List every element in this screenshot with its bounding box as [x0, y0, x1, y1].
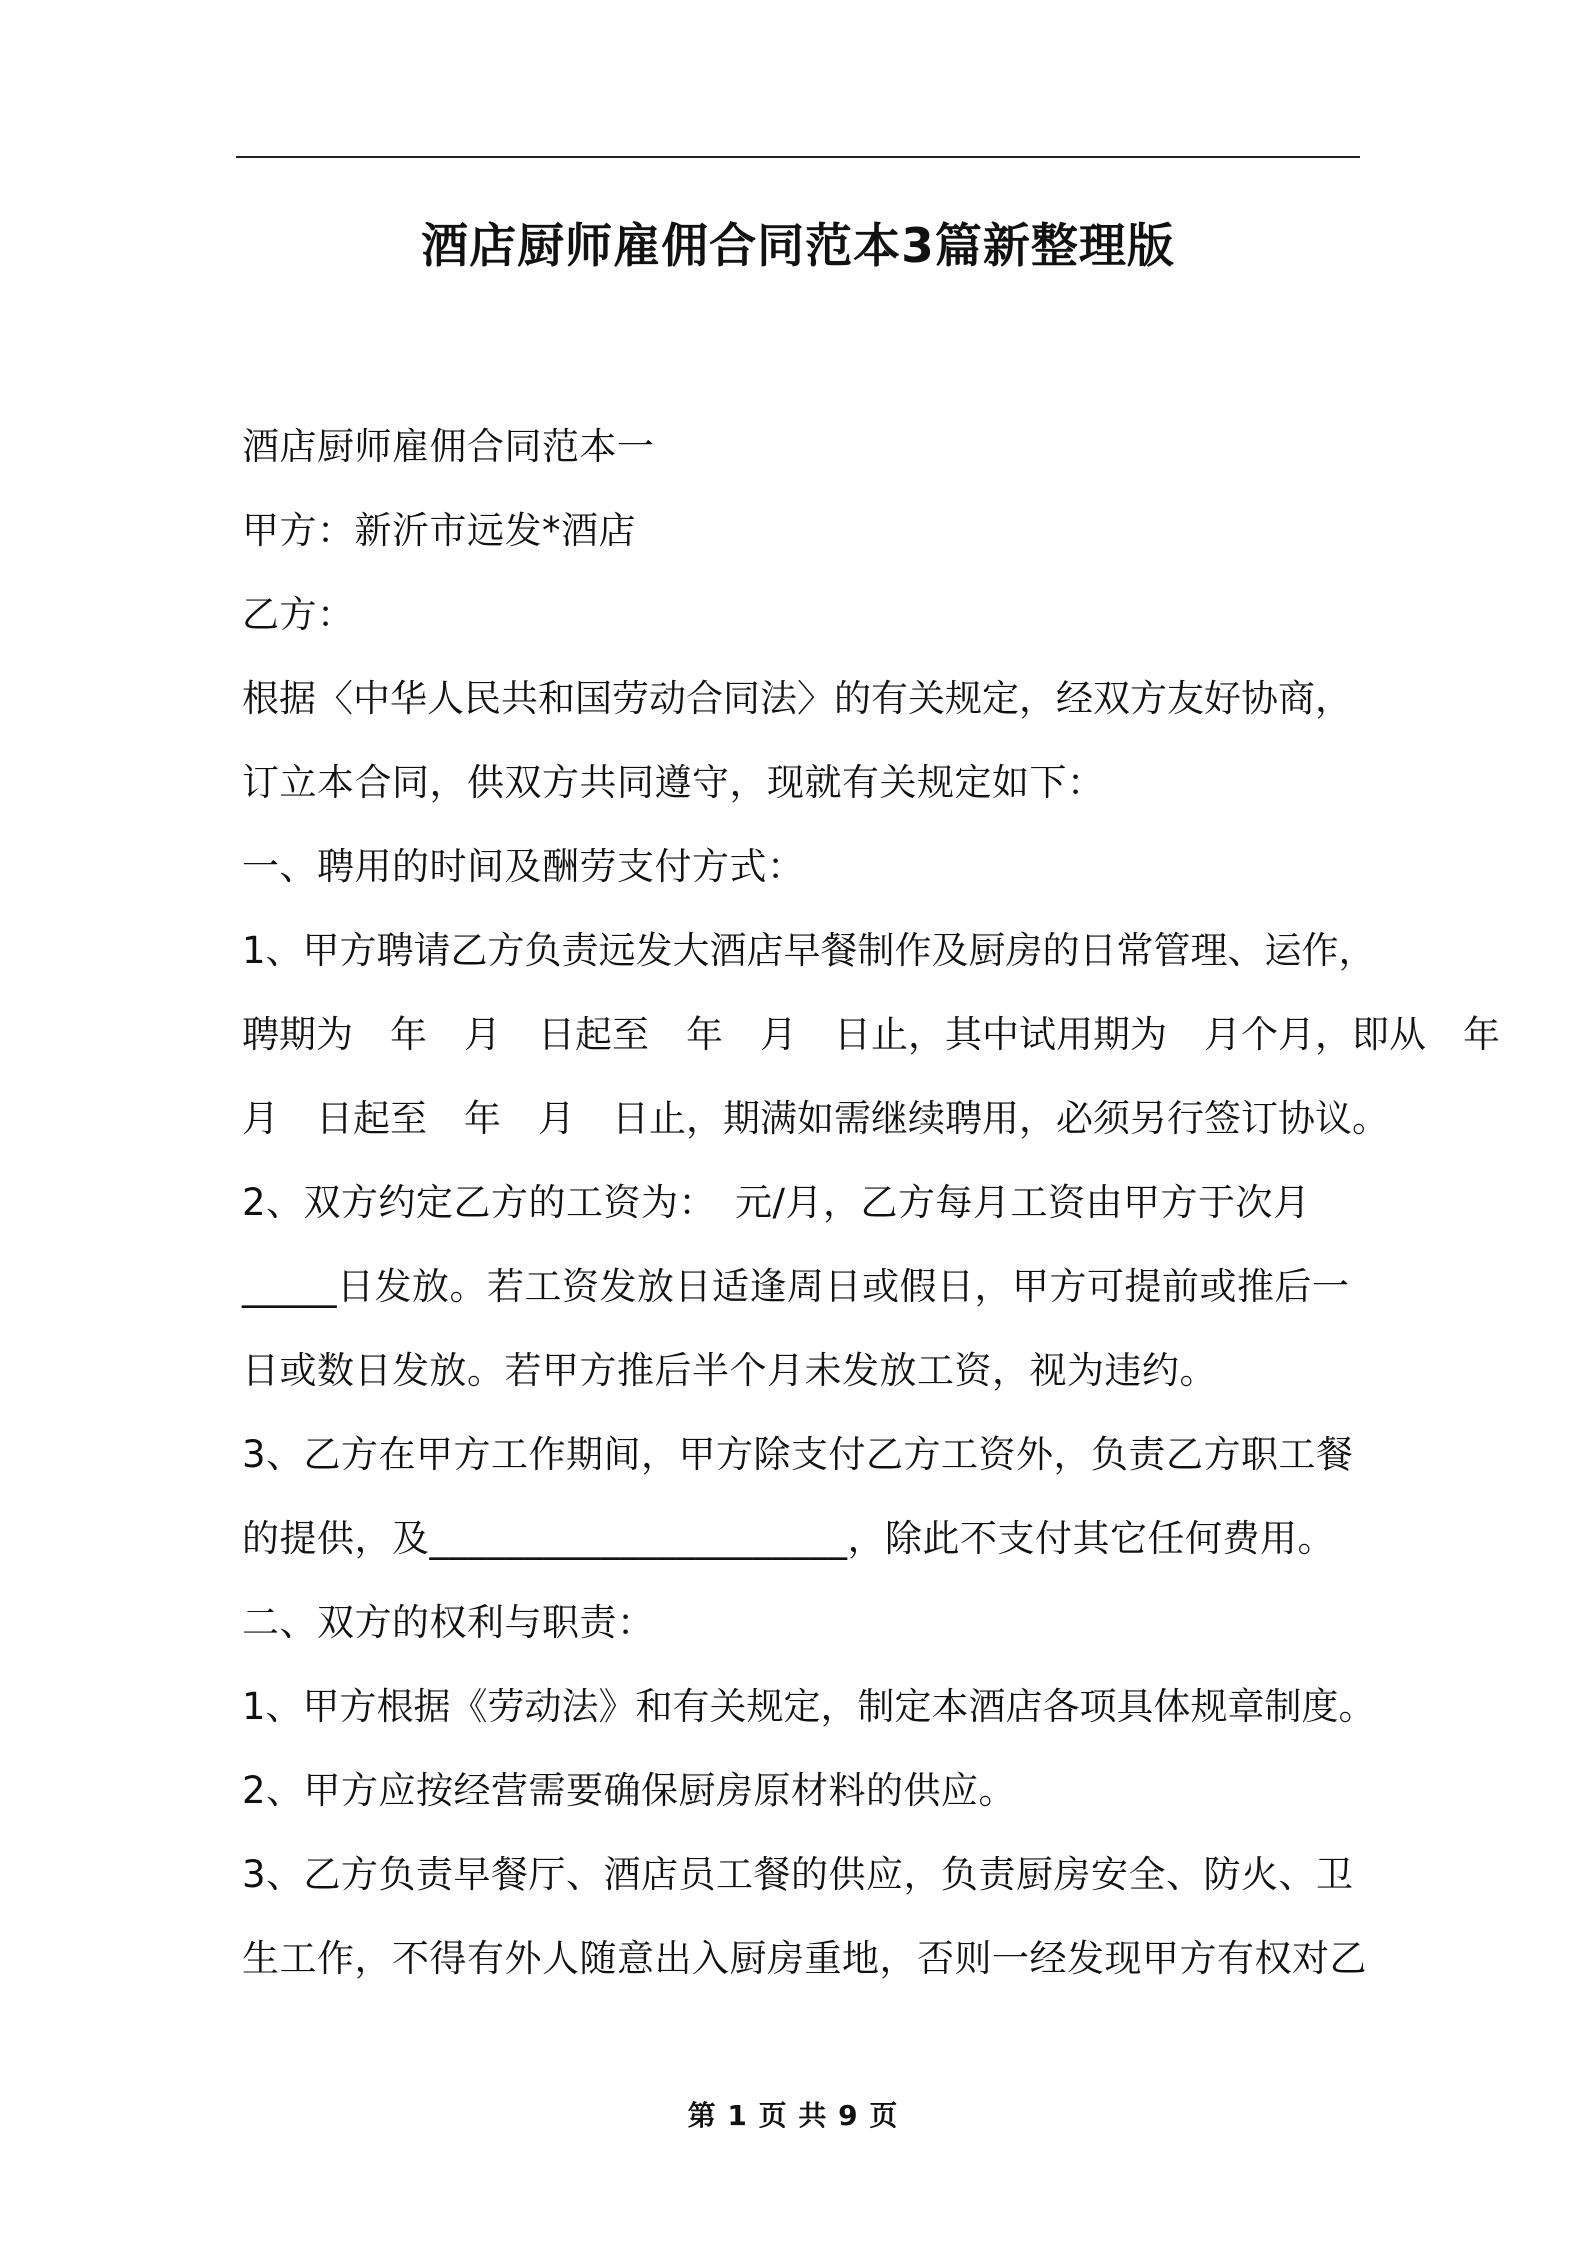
- body-text-line: 3、乙方负责早餐厅、酒店员工餐的供应，负责厨房安全、防火、卫: [242, 1853, 1354, 1896]
- page-number-footer: 第 1 页 共 9 页: [687, 2099, 899, 2132]
- body-text-line: 聘期为 年 月 日起至 年 月 日止，其中试用期为 月个月，即从 年: [242, 1013, 1500, 1056]
- body-text-line: 日或数日发放。若甲方推后半个月未发放工资，视为违约。: [242, 1349, 1217, 1392]
- body-text-line: 订立本合同，供双方共同遵守，现就有关规定如下：: [242, 761, 1105, 804]
- body-text-line: 3、乙方在甲方工作期间，甲方除支付乙方工资外，负责乙方职工餐: [242, 1433, 1354, 1476]
- body-text-line: 2、甲方应按经营需要确保厨房原材料的供应。: [242, 1769, 1017, 1812]
- document-body: [242, 405, 1500, 2001]
- body-text-line: 1、甲方根据《劳动法》和有关规定，制定本酒店各项具体规章制度。: [242, 1685, 1376, 1728]
- body-text-line: 根据〈中华人民共和国劳动合同法〉的有关规定，经双方友好协商，: [242, 677, 1352, 720]
- body-text-line: 1、甲方聘请乙方负责远发大酒店早餐制作及厨房的日常管理、运作，: [242, 929, 1376, 972]
- section-heading-contract-one: 酒店厨师雇佣合同范本一: [242, 425, 655, 468]
- section-heading-term-and-pay: 一、聘用的时间及酬劳支付方式：: [242, 845, 805, 888]
- section-heading-rights-duties: 二、双方的权利与职责：: [242, 1601, 655, 1644]
- body-text-line: 月 日起至 年 月 日止，期满如需继续聘用，必须另行签订协议。: [242, 1097, 1389, 1140]
- party-a-line: 甲方：新沂市远发*酒店: [242, 509, 636, 552]
- document-title: 酒店厨师雇佣合同范本3篇新整理版: [421, 219, 1175, 274]
- header-rule: [236, 156, 1360, 158]
- body-text-line: 的提供，及______________________，除此不支付其它任何费用。: [242, 1517, 1335, 1560]
- body-text-line: 2、双方约定乙方的工资为： 元/月，乙方每月工资由甲方于次月: [242, 1181, 1311, 1224]
- body-text-line: _____日发放。若工资发放日适逢周日或假日，甲方可提前或推后一: [242, 1265, 1350, 1308]
- party-b-line: 乙方：: [242, 593, 355, 636]
- body-text-line: 生工作，不得有外人随意出入厨房重地，否则一经发现甲方有权对乙: [242, 1937, 1367, 1980]
